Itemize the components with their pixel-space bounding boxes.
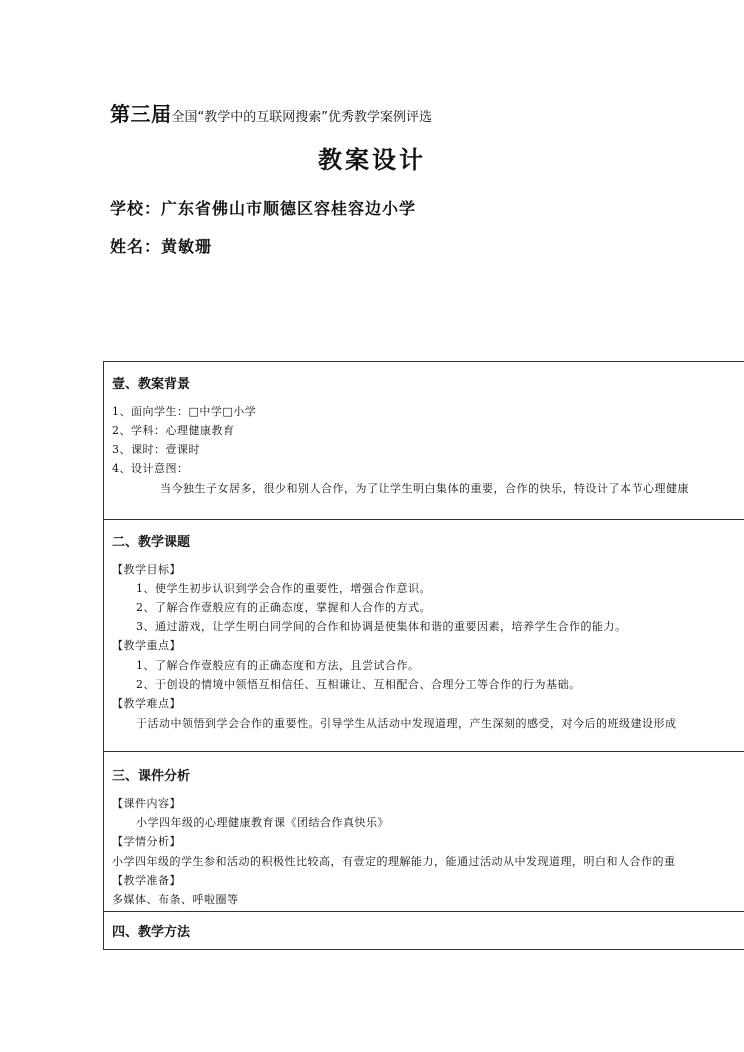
section-courseware-analysis bbox=[104, 751, 744, 912]
section-heading: 四、教学方法 bbox=[112, 925, 191, 940]
list-item: 1、面向学生：□中学□小学 bbox=[112, 405, 257, 418]
list-item: 3、通过游戏，让学生明白同学间的合作和协调是使集体和谐的重要因素，培养学生合作的能力。 bbox=[136, 620, 627, 633]
subheading: 【教学难点】 bbox=[112, 697, 181, 710]
subheading: 【课件内容】 bbox=[112, 797, 181, 810]
subheading: 【教学目标】 bbox=[112, 563, 181, 576]
header-prefix: 第三届 bbox=[110, 102, 172, 126]
section-heading: 三、课件分析 bbox=[112, 769, 191, 784]
paragraph: 于活动中领悟到学会合作的重要性。引导学生从活动中发现道理，产生深刻的感受，对今后的班级建设形成 bbox=[136, 717, 677, 730]
author-line: 姓名：黄敏珊 bbox=[110, 237, 213, 256]
list-item: 2、学科：心理健康教育 bbox=[112, 424, 235, 437]
paragraph: 当今独生子女居多，很少和别人合作，为了让学生明白集体的重要，合作的快乐，特设计了本节心理健康 bbox=[160, 482, 689, 495]
list-item: 3、课时：壹课时 bbox=[112, 443, 200, 456]
page-title: 教案设计 bbox=[318, 145, 426, 174]
list-item: 1、了解合作壹般应有的正确态度和方法，且尝试合作。 bbox=[136, 659, 420, 672]
list-item: 2、了解合作壹般应有的正确态度，掌握和人合作的方式。 bbox=[136, 601, 431, 614]
lesson-table bbox=[103, 361, 744, 950]
list-item: 1、使学生初步认识到学会合作的重要性，增强合作意识。 bbox=[136, 582, 431, 595]
header-rest: 全国“教学中的互联网搜索”优秀教学案例评选 bbox=[171, 110, 432, 125]
section-teaching-method bbox=[104, 911, 744, 950]
school-line: 学校：广东省佛山市顺德区容桂容边小学 bbox=[110, 199, 417, 218]
subheading: 【教学准备】 bbox=[112, 874, 181, 887]
subheading: 【教学重点】 bbox=[112, 639, 181, 652]
section-heading: 壹、教案背景 bbox=[112, 377, 191, 392]
competition-header bbox=[110, 98, 432, 127]
list-item: 2、于创设的情境中领悟互相信任、互相谦让、互相配合、合理分工等合作的行为基础。 bbox=[136, 678, 581, 691]
subheading: 【学情分析】 bbox=[112, 835, 181, 848]
paragraph: 小学四年级的学生参和活动的积极性比较高，有壹定的理解能力，能通过活动从中发现道理，明白和人合作的重 bbox=[112, 855, 676, 868]
list-item: 4、设计意图： bbox=[112, 462, 189, 475]
section-heading: 二、教学课题 bbox=[112, 535, 191, 550]
paragraph: 小学四年级的心理健康教育课《团结合作真快乐》 bbox=[136, 816, 389, 829]
section-background bbox=[104, 362, 744, 520]
paragraph: 多媒体、布条、呼啦圈等 bbox=[112, 893, 239, 906]
section-teaching-topic bbox=[104, 519, 744, 752]
